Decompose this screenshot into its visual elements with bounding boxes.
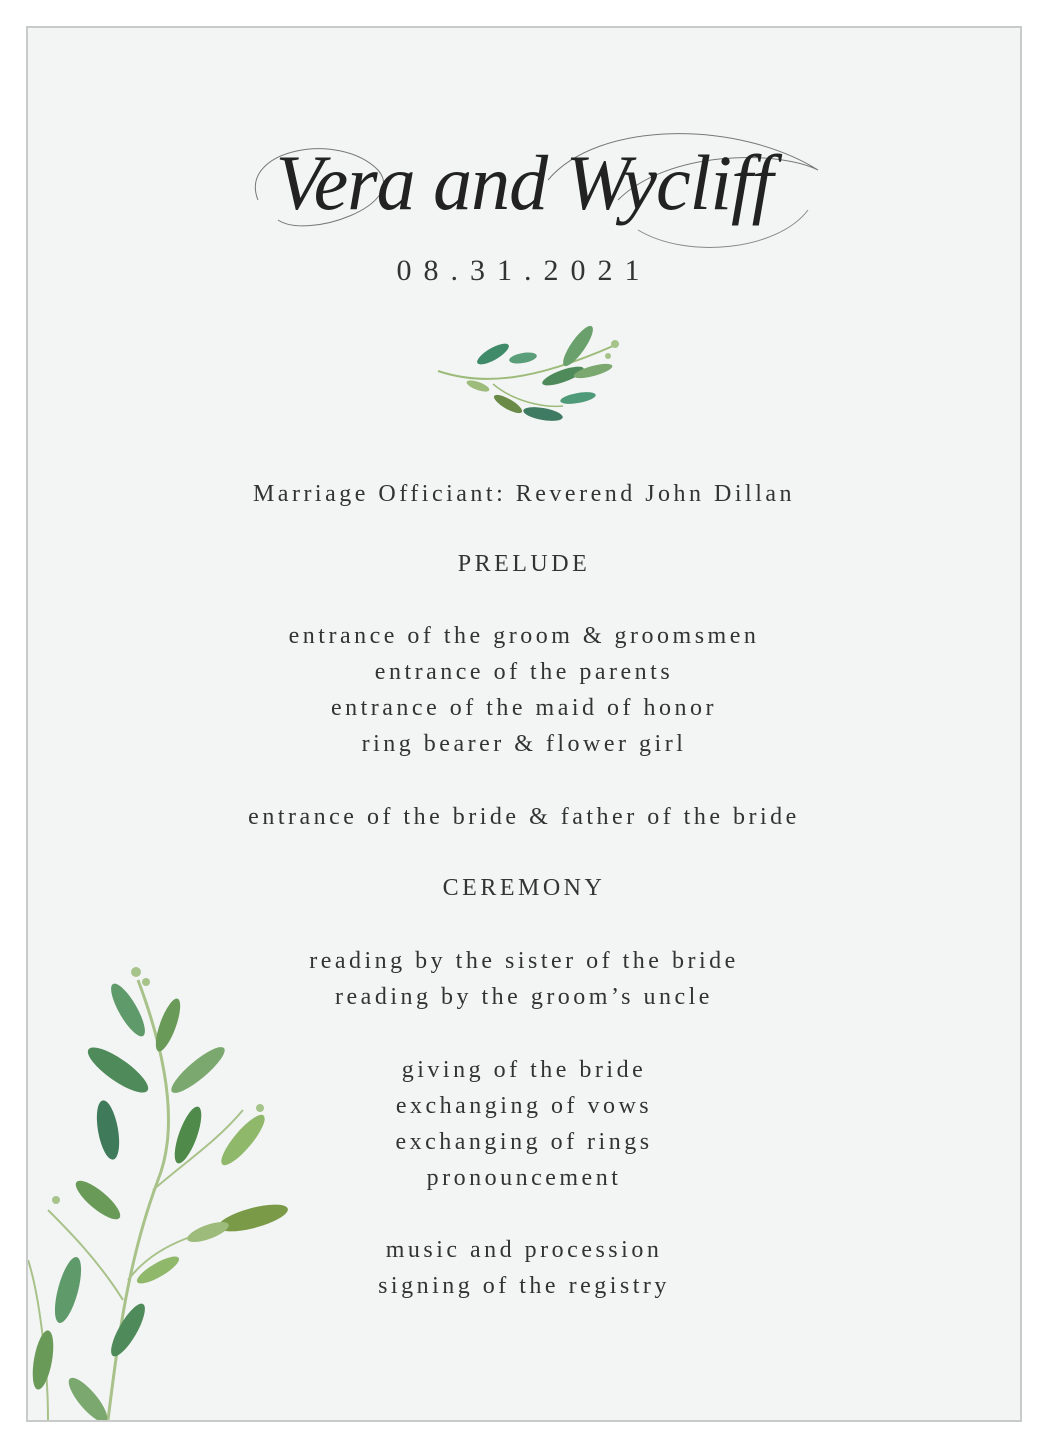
- prelude-list: [28, 618, 1020, 762]
- list-item: exchanging of vows: [395, 1093, 653, 1119]
- bride-entrance-line: [28, 799, 1020, 835]
- leaf-branch-icon: [28, 960, 288, 1420]
- prelude-heading: PRELUDE: [457, 551, 591, 577]
- officiant-line: [28, 476, 1020, 512]
- leaf-sprig-icon: [433, 316, 623, 436]
- list-item: reading by the sister of the bride: [309, 948, 739, 974]
- list-item: reading by the groom’s uncle: [335, 984, 713, 1010]
- list-item: signing of the registry: [378, 1273, 670, 1299]
- list-item: pronouncement: [426, 1165, 622, 1191]
- couple-names: Vera and Wycliff: [275, 139, 773, 226]
- bride-entrance-text: entrance of the bride & father of the bride: [248, 804, 800, 830]
- list-item: giving of the bride: [401, 1057, 647, 1083]
- wedding-program-card: [26, 26, 1022, 1422]
- list-item: entrance of the groom & groomsmen: [288, 623, 760, 649]
- list-item: exchanging of rings: [395, 1129, 653, 1155]
- wedding-date: 08.31.2021: [396, 254, 652, 287]
- ceremony-heading: CEREMONY: [442, 875, 606, 901]
- prelude-section-heading: [28, 546, 1020, 582]
- list-item: entrance of the maid of honor: [330, 695, 718, 721]
- ceremony-section-heading: [28, 870, 1020, 906]
- list-item: music and procession: [385, 1237, 663, 1263]
- officiant-text: Marriage Officiant: Reverend John Dillan: [252, 481, 796, 507]
- list-item: entrance of the parents: [374, 659, 674, 685]
- list-item: ring bearer & flower girl: [361, 731, 687, 757]
